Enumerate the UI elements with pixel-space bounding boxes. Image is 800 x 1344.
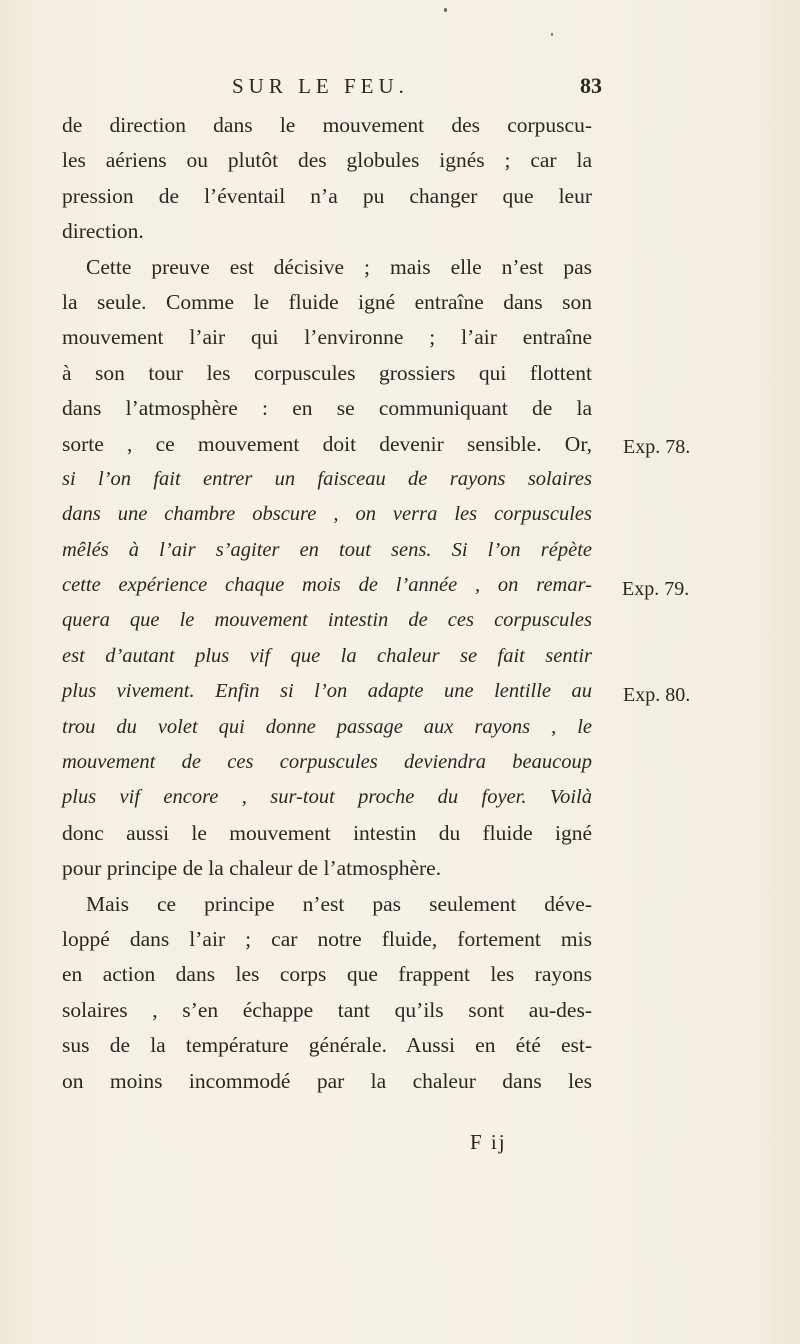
ink-speck	[551, 33, 553, 36]
text-line: dans une chambre obscure , on verra les corpuscules	[62, 503, 592, 526]
text-line: pression de l’éventail n’a pu changer que leur	[62, 183, 592, 208]
text-line: plus vif encore , sur-tout proche du foyer. Voilà	[62, 786, 592, 809]
margin-note: Exp. 80.	[623, 684, 691, 706]
text-line: les aériens ou plutôt des globules ignés ; car la	[62, 148, 592, 173]
text-line: si l’on fait entrer un faisceau de rayons solaires	[62, 467, 592, 490]
page-number: 83	[580, 73, 602, 98]
text-line: de direction dans le mouvement des corpuscu-	[62, 113, 592, 137]
text-line: Mais ce principe n’est pas seulement déve-	[86, 891, 592, 916]
text-line: sus de la température générale. Aussi en été est-	[62, 1033, 592, 1058]
text-line: Cette preuve est décisive ; mais elle n’est pas	[86, 254, 592, 279]
text-line: mouvement l’air qui l’environne ; l’air entraîne	[62, 325, 592, 350]
page-header	[232, 74, 612, 104]
text-line: sorte , ce mouvement doit devenir sensible. Or,	[62, 431, 592, 456]
text-line: donc aussi le mouvement intestin du fluide igné	[62, 820, 592, 845]
ink-speck	[444, 8, 447, 12]
text-line: mêlés à l’air s’agiter en tout sens. Si l’on répète	[62, 538, 592, 561]
text-line: quera que le mouvement intestin de ces corpuscules	[62, 609, 592, 632]
margin-note: Exp. 78.	[623, 436, 691, 458]
text-line: solaires , s’en échappe tant qu’ils sont au-des-	[62, 997, 592, 1022]
text-line: pour principe de la chaleur de l’atmosphère.	[62, 856, 442, 881]
text-line: trou du volet qui donne passage aux rayons , le	[62, 715, 592, 738]
body-text	[62, 108, 592, 1099]
text-line: est d’autant plus vif que la chaleur se fait sentir	[62, 644, 592, 667]
text-line: loppé dans l’air ; car notre fluide, fortement mis	[62, 926, 592, 951]
text-line: plus vivement. Enfin si l’on adapte une lentille au	[62, 680, 592, 703]
text-line: la seule. Comme le fluide igné entraîne dans son	[62, 289, 592, 314]
text-line: en action dans les corps que frappent les rayons	[62, 962, 592, 987]
signature-mark: F ij	[470, 1130, 507, 1154]
text-line: mouvement de ces corpuscules deviendra beaucoup	[62, 751, 592, 774]
text-line: à son tour les corpuscules grossiers qui flottent	[62, 360, 592, 385]
margin-note: Exp. 79.	[622, 578, 690, 600]
running-title: SUR LE FEU.	[232, 74, 409, 98]
text-line: cette expérience chaque mois de l’année , on remar-	[62, 574, 592, 597]
text-line: direction.	[62, 219, 144, 244]
text-line: dans l’atmosphère : en se communiquant de la	[62, 396, 592, 421]
text-line: on moins incommodé par la chaleur dans les	[62, 1068, 592, 1093]
